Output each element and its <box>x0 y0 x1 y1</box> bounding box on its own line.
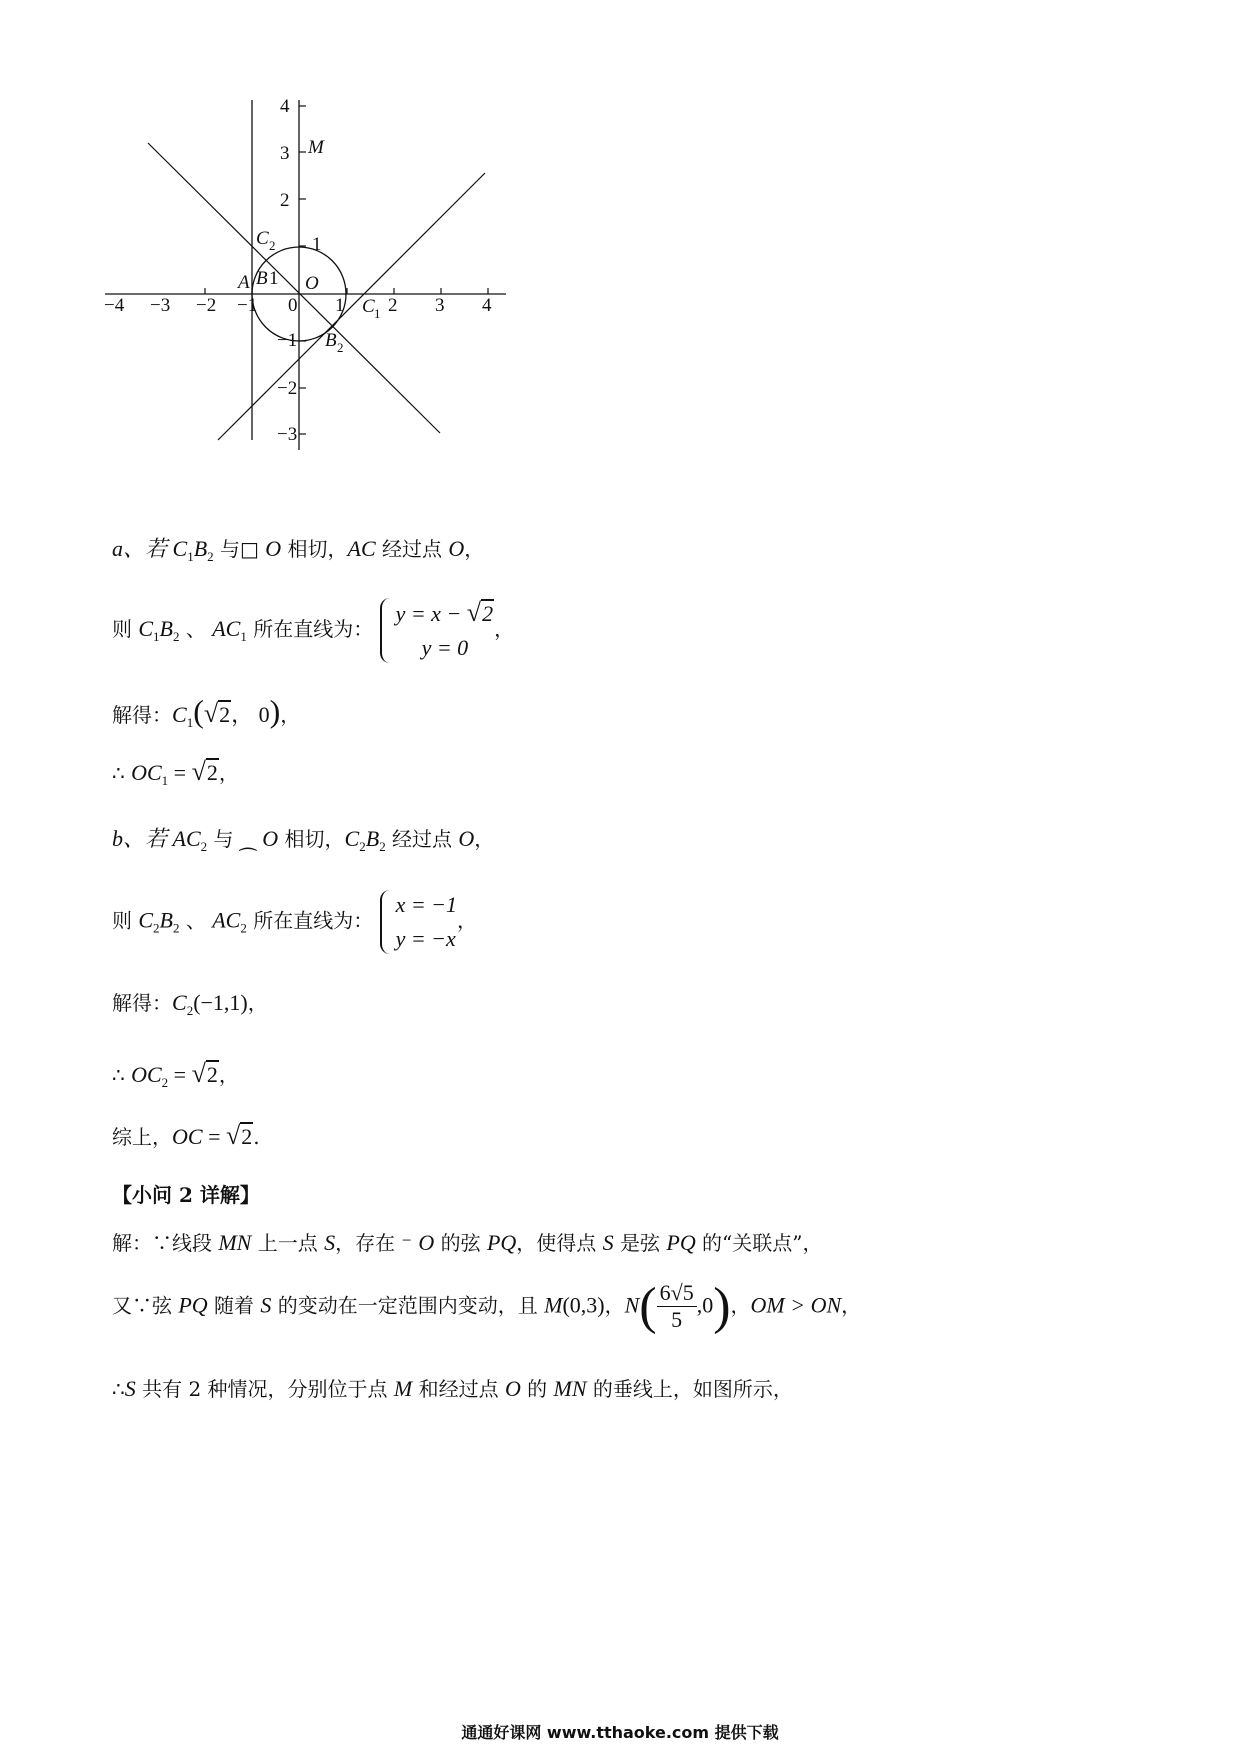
math: 2 <box>219 702 231 727</box>
text: ∴ <box>112 1063 132 1087</box>
text: 的垂线上，如图所示， <box>586 1377 793 1401</box>
math: O <box>262 826 279 851</box>
math: O <box>504 1376 521 1401</box>
subscript: 2 <box>200 839 208 854</box>
subscript: 1 <box>187 549 194 564</box>
section-heading: 【小问 2 详解】 <box>112 1183 260 1207</box>
text: ， <box>247 991 268 1015</box>
text: 经过点 <box>385 827 459 851</box>
math: C <box>344 826 360 851</box>
y-tick-label: 1 <box>312 234 322 255</box>
math: ,0 <box>696 1292 714 1318</box>
subscript: 2 <box>186 1003 194 1018</box>
text: 是弦 <box>613 1231 667 1255</box>
text: b、若 <box>112 826 173 851</box>
subscript: 1 <box>240 629 247 644</box>
radical: √ <box>225 1121 241 1150</box>
point-label-m: M <box>308 137 324 158</box>
subscript: 2 <box>161 1075 169 1090</box>
math: 2 <box>241 1124 253 1149</box>
subscript: 2 <box>153 920 160 936</box>
text: a、若 <box>112 536 173 561</box>
x-tick-label: −2 <box>196 295 217 316</box>
math: x = −1 <box>395 892 458 917</box>
text: ， <box>218 761 239 785</box>
point-label-c2: C <box>256 228 269 249</box>
equation-system <box>380 596 495 665</box>
subscript: 2 <box>207 549 214 564</box>
point-label-b1: B <box>256 268 268 289</box>
solution-line <box>112 826 494 855</box>
paren: ) <box>269 693 281 729</box>
point-label-b1-sub: 1 <box>269 268 279 289</box>
text: 所在直线为： <box>246 908 374 933</box>
text: 解：∵线段 <box>112 1231 219 1255</box>
text: 相切， <box>278 827 345 851</box>
math: C <box>138 907 154 933</box>
subscript: 2 <box>240 920 247 936</box>
math: AC <box>212 616 241 641</box>
solution-line <box>112 756 239 789</box>
math: O <box>448 536 465 561</box>
math: = <box>202 1124 226 1149</box>
math: N <box>624 1292 640 1318</box>
radical: √ <box>466 598 482 627</box>
math: AC <box>172 826 201 851</box>
coordinate-figure <box>104 96 580 510</box>
math: S <box>602 1230 614 1255</box>
subscript: 1 <box>153 629 160 644</box>
text: 与 ⁔ <box>207 827 263 851</box>
text: ， <box>457 908 478 933</box>
math: MN <box>553 1376 587 1401</box>
math: C <box>138 616 154 641</box>
solution-line <box>112 888 477 956</box>
text: ， <box>494 617 515 641</box>
numerator: 6√5 <box>657 1280 697 1307</box>
math: PQ <box>178 1292 208 1318</box>
x-tick-label: 3 <box>435 295 445 316</box>
subscript: 2 <box>359 839 366 854</box>
subscript: 1 <box>186 715 194 730</box>
point-label-c1: C <box>362 296 375 317</box>
math: AC <box>347 536 376 561</box>
solution-line <box>112 692 300 731</box>
solution-line <box>112 1120 260 1151</box>
math: C <box>172 536 188 561</box>
coordinate-plane <box>104 96 580 510</box>
radical: √ <box>191 1059 206 1088</box>
math: y = −x <box>395 926 456 951</box>
y-tick-label: 4 <box>280 96 290 117</box>
subscript: 2 <box>379 839 386 854</box>
solution-line <box>112 1376 793 1402</box>
math: OC <box>131 760 162 785</box>
fraction <box>657 1280 697 1334</box>
x-tick-label: 2 <box>388 295 398 316</box>
x-tick-label: −4 <box>104 295 125 316</box>
text: 、 <box>179 908 213 933</box>
math: O <box>458 826 475 851</box>
text: 、 <box>179 617 213 641</box>
point-label-o: O <box>305 273 319 294</box>
math: = <box>168 760 192 785</box>
text: 的变动在一定范围内变动，且 <box>271 1293 545 1318</box>
math: PQ <box>486 1230 517 1255</box>
text: ∴ <box>112 1377 125 1401</box>
math: O <box>265 536 282 561</box>
math: B <box>159 907 173 933</box>
text: ∴ <box>112 761 132 785</box>
math: 2 <box>482 601 494 626</box>
text: 与□ <box>213 537 266 561</box>
math: ， 0 <box>231 702 270 727</box>
text: 的弦 <box>434 1231 487 1255</box>
text: . <box>253 1125 260 1149</box>
math: y = 0 <box>421 635 469 660</box>
x-tick-label: 1 <box>335 295 345 316</box>
text: 的“关联点”， <box>695 1231 823 1255</box>
x-tick-label: −1 <box>237 295 258 316</box>
math: MN <box>218 1230 252 1255</box>
solution-line <box>112 990 268 1019</box>
math: S <box>324 1230 336 1255</box>
text: ，存在 ⁻ <box>335 1231 419 1255</box>
text: ， <box>464 537 485 561</box>
text: 解得： <box>112 703 172 727</box>
math: PQ <box>666 1230 696 1255</box>
page-footer: 通通好课网 www.tthaoke.com 提供下载 <box>461 1723 779 1742</box>
math: S <box>124 1376 136 1401</box>
math: 2 <box>206 1062 218 1087</box>
math: S <box>260 1292 272 1318</box>
text: ， <box>474 827 495 851</box>
math: 2 <box>206 760 218 785</box>
text: ， <box>730 1293 751 1318</box>
text: ， <box>604 1293 625 1318</box>
y-tick-label: −2 <box>277 378 298 399</box>
text: ， <box>841 1293 862 1318</box>
subscript: 2 <box>173 629 180 644</box>
text: ，使得点 <box>516 1231 603 1255</box>
radical: √ <box>203 699 219 728</box>
text: 随着 <box>207 1293 261 1318</box>
solution-line <box>112 1230 823 1256</box>
radical: √ <box>191 757 206 786</box>
subscript: 2 <box>173 920 180 936</box>
math: OM > ON <box>750 1292 842 1318</box>
math: B <box>365 826 380 851</box>
equation-system <box>380 888 457 956</box>
math: B <box>193 536 208 561</box>
y-tick-label: 2 <box>280 190 290 211</box>
y-tick-label: 3 <box>280 143 290 164</box>
y-tick-label: −3 <box>277 424 298 445</box>
text: 综上， <box>112 1125 172 1149</box>
solution-line <box>112 596 514 665</box>
point-label-c2-sub: 2 <box>269 238 276 253</box>
math: y = x − <box>395 601 467 626</box>
math: OC <box>131 1062 162 1087</box>
math: (−1,1) <box>193 990 248 1015</box>
point-label-c1-sub: 1 <box>374 306 381 321</box>
text: 共有 2 种情况，分别位于点 <box>135 1377 394 1401</box>
text: 解得： <box>112 991 172 1015</box>
math: O <box>418 1230 435 1255</box>
math: M <box>544 1292 563 1318</box>
math: B <box>159 616 173 641</box>
tangent-line <box>218 173 485 440</box>
solution-line: 又∵弦 PQ 随着 S 的变动在一定范围内变动，且 M(0,3)，N( $\frac{6√5}{5}$ ,0)，OM > ON， <box>112 1277 862 1335</box>
point-label-b2: B <box>325 330 337 351</box>
math: OC <box>172 1124 203 1149</box>
math: C <box>172 702 187 727</box>
text: 所在直线为： <box>246 617 374 641</box>
text: ， <box>280 703 301 727</box>
text: 经过点 <box>375 537 449 561</box>
x-tick-label: 4 <box>482 295 492 316</box>
subscript: 1 <box>161 773 169 788</box>
solution-line <box>112 536 484 565</box>
text: 则 <box>112 908 139 933</box>
x-tick-label: 0 <box>288 295 298 316</box>
text: 又∵弦 <box>112 1293 179 1318</box>
point-label-a: A <box>238 272 250 293</box>
math: = <box>168 1062 192 1087</box>
paren: ( <box>193 693 204 729</box>
text: 相切， <box>281 537 348 561</box>
text: 则 <box>112 617 139 641</box>
text: 上一点 <box>251 1231 325 1255</box>
math: (0,3) <box>562 1292 605 1318</box>
x-tick-label: −3 <box>150 295 171 316</box>
math: C <box>172 990 187 1015</box>
point-label-b2-sub: 2 <box>337 340 344 355</box>
text: ， <box>218 1063 239 1087</box>
solution-line <box>112 1058 239 1091</box>
denominator: 5 <box>671 1307 683 1333</box>
math: AC <box>212 907 241 933</box>
text: 的 <box>520 1377 554 1401</box>
text: 和经过点 <box>412 1377 505 1401</box>
y-tick-label: −1 <box>277 330 298 351</box>
math: M <box>393 1376 413 1401</box>
